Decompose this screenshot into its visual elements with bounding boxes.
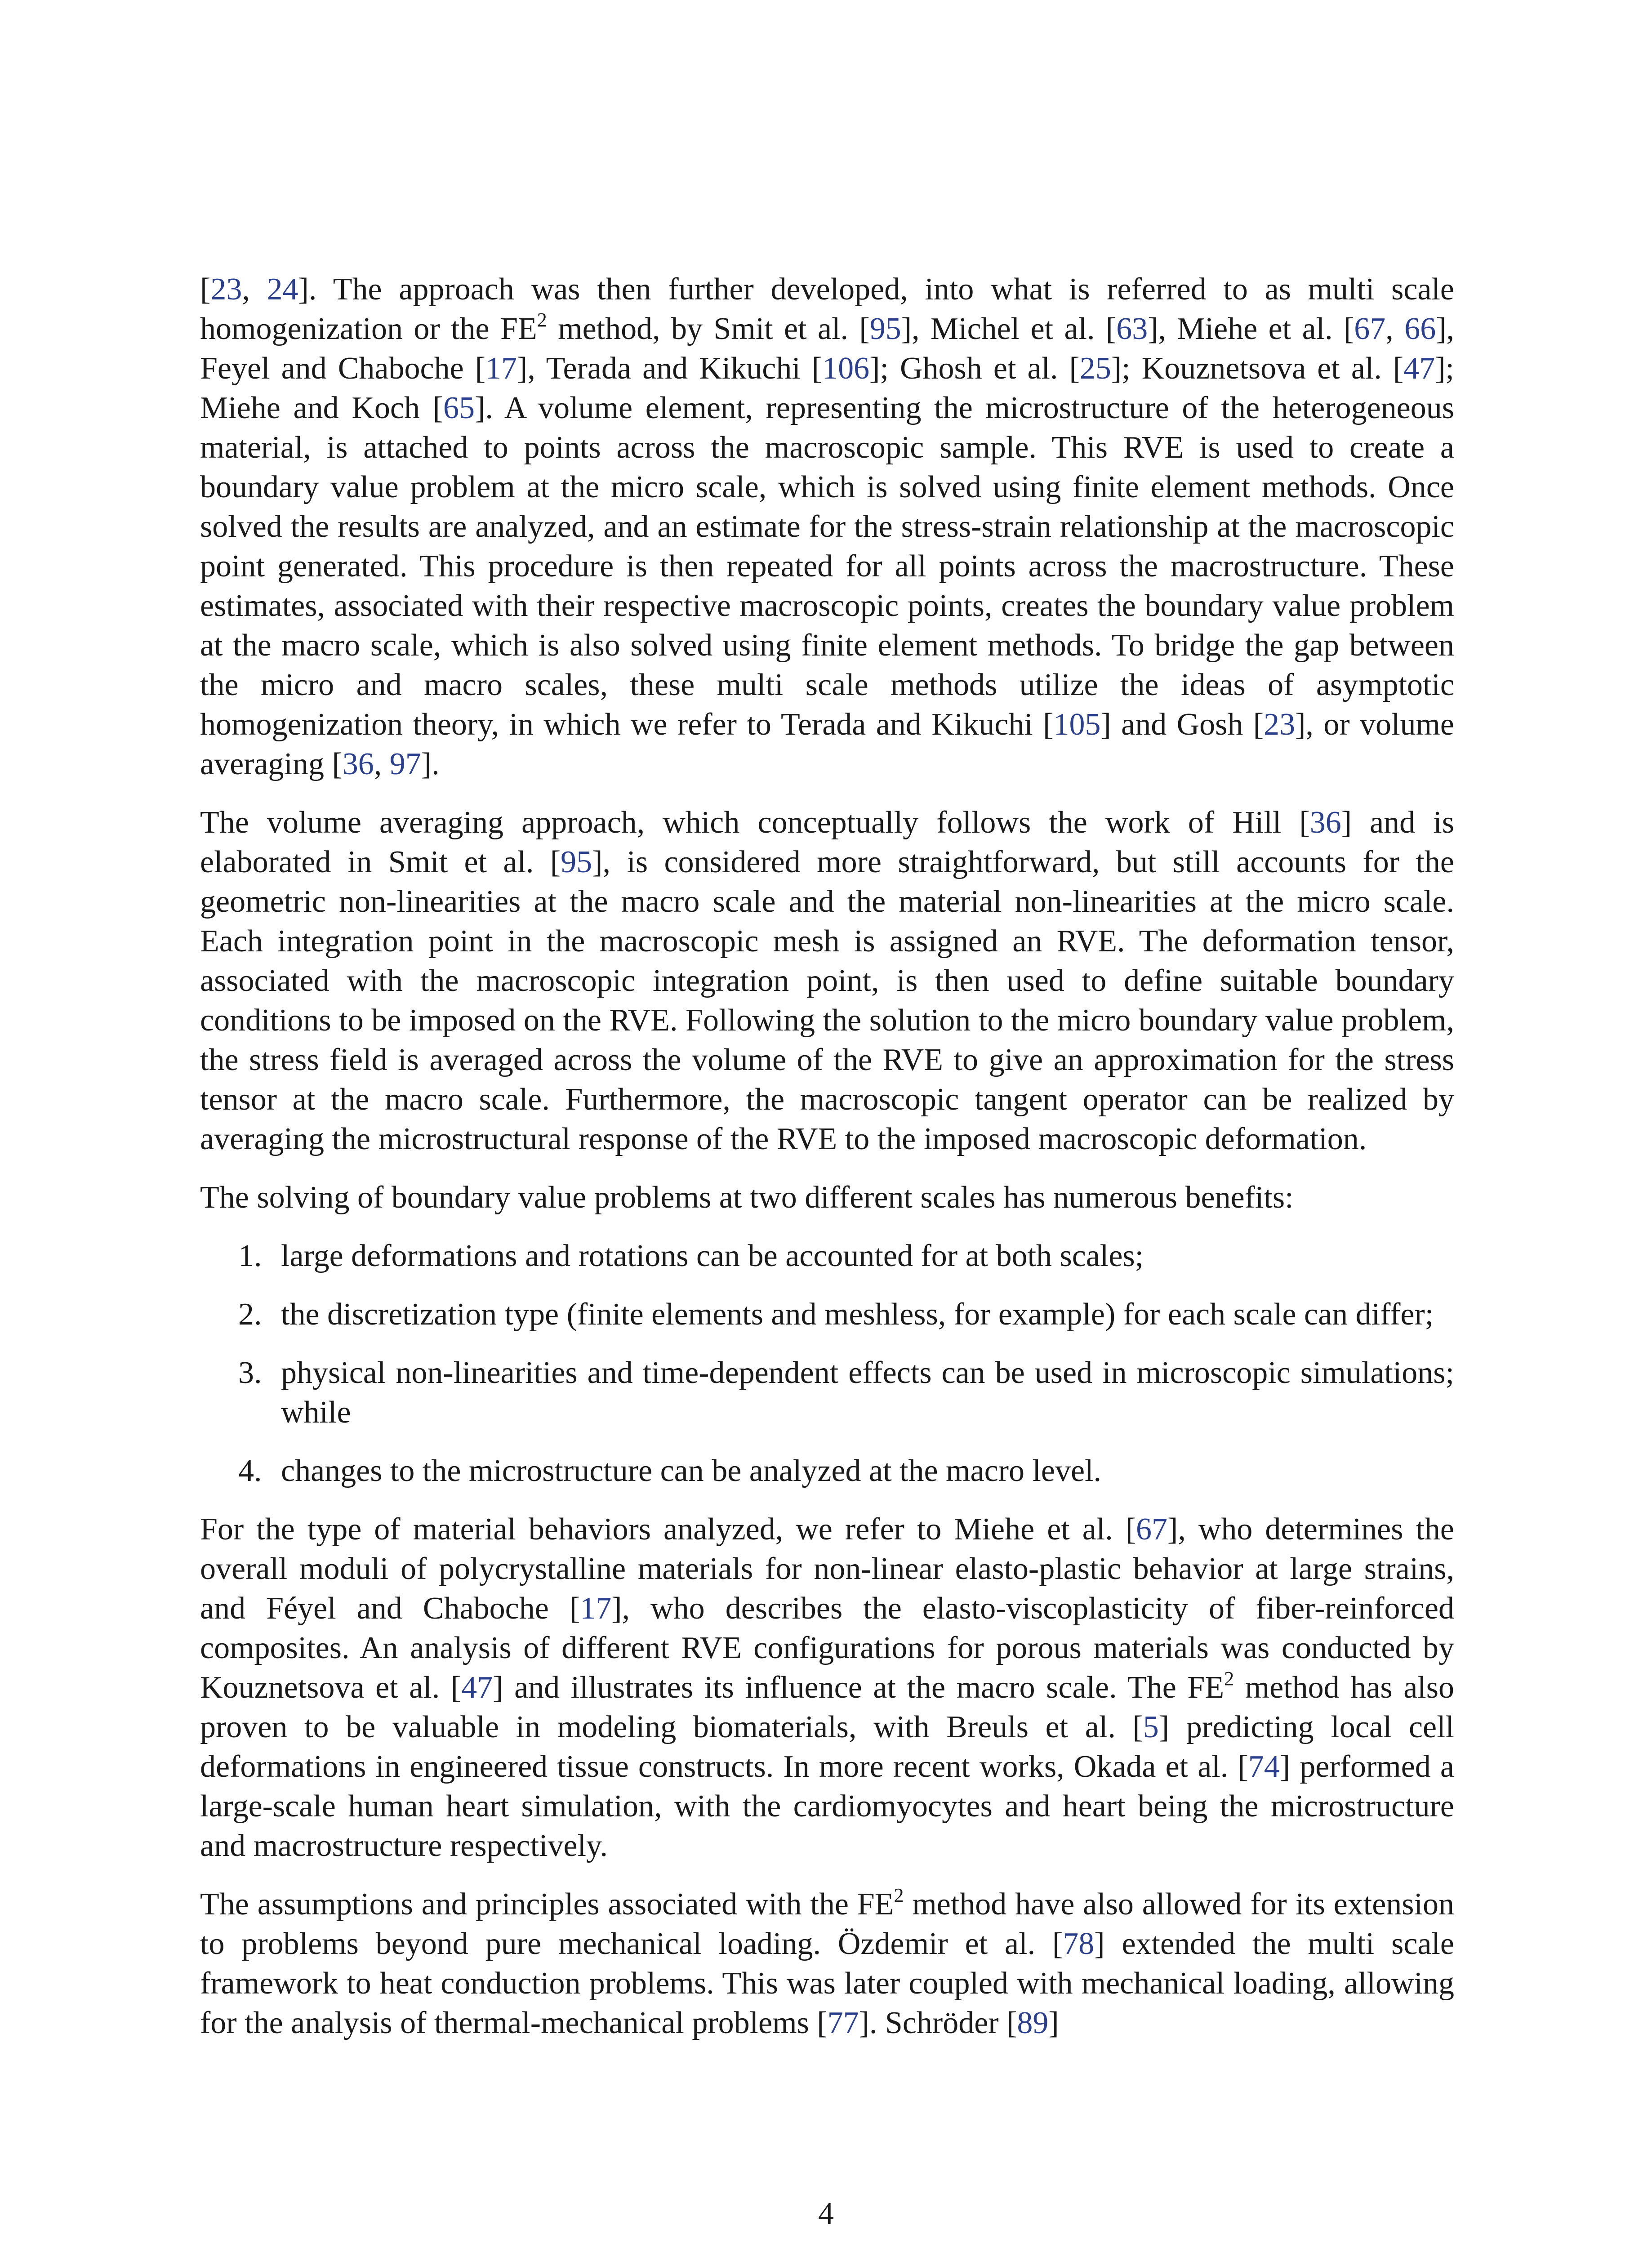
- citation-link[interactable]: 67: [1136, 1512, 1168, 1547]
- superscript: 2: [894, 1884, 904, 1906]
- citation-link[interactable]: 23: [210, 272, 242, 307]
- citation-link[interactable]: 95: [869, 312, 901, 346]
- list-item-number: 4.: [238, 1454, 262, 1488]
- list-item: [200, 1353, 1454, 1432]
- citation-link[interactable]: 89: [1017, 2006, 1049, 2040]
- list-item-number: 2.: [238, 1297, 262, 1332]
- citation-link[interactable]: 105: [1053, 707, 1101, 742]
- citation-link[interactable]: 47: [1403, 351, 1435, 386]
- list-item-text: the discretization type (finite elements and meshless, for example) for each scale can differ;: [281, 1297, 1434, 1332]
- citation-link[interactable]: 66: [1404, 312, 1436, 346]
- list-item: [200, 1295, 1454, 1334]
- citation-link[interactable]: 23: [1264, 707, 1296, 742]
- citation-link[interactable]: 63: [1116, 312, 1148, 346]
- page-number: 4: [818, 2196, 834, 2231]
- citation-link[interactable]: 17: [485, 351, 517, 386]
- list-item: [200, 1451, 1454, 1491]
- superscript: 2: [537, 308, 547, 331]
- list-item-number: 1.: [238, 1239, 262, 1273]
- citation-link[interactable]: 65: [443, 391, 475, 425]
- citation-link[interactable]: 5: [1143, 1710, 1159, 1744]
- list-item-text: changes to the microstructure can be analyzed at the macro level.: [281, 1454, 1101, 1488]
- citation-link[interactable]: 17: [580, 1591, 612, 1626]
- citation-link[interactable]: 36: [342, 747, 374, 781]
- paragraph-3: The solving of boundary value problems at two different scales has numerous benefits:: [200, 1180, 1294, 1215]
- paragraph-1: [23, 24]. The approach was then further developed, into what is referred to as multi scale homogenization or the $FE^2$ method, by Smit et al. [95], Michel et al. [63], Miehe et al. [67, 66], Feyel and Chaboche [17], Terada and Kikuchi [106]; Ghosh et al. [25]; Kouznetsova et al. [47]; Miehe and Koch [65]. A volume element, representing the microstructure of the heterogeneous material, is attached to points across the macroscopic sample. This RVE is used to create a boundary value problem at the micro scale, which is solved using finite element methods. Once solved the results are analyzed, and an estimate for the stress-strain relationship at the macroscopic point generated. This procedure is then repeated for all points across the macrostructure. These estimates, associated with their respective macroscopic points, creates the boundary value problem at the macro scale, which is also solved using finite element methods. To bridge the gap between the micro and macro scales, these multi scale methods utilize the ideas of asymptotic homogenization theory, in which we refer to Terada and Kikuchi [105] and Gosh [23], or volume averaging [36, 97].: [200, 272, 1455, 781]
- paragraph-after-2: The assumptions and principles associated with the $FE^2$ method have also allowed for its extension to problems beyond pure mechanical loading. Özdemir et al. [78] extended the multi scale framework to heat conduction problems. This was later coupled with mechanical loading, allowing for the analysis of thermal-mechanical problems [77]. Schröder [89]: [200, 1884, 1454, 2040]
- citation-link[interactable]: 78: [1063, 1927, 1095, 1961]
- citation-link[interactable]: 97: [389, 747, 421, 781]
- list-item-number: 3.: [238, 1356, 262, 1390]
- citation-link[interactable]: 24: [267, 272, 298, 307]
- superscript: 2: [1224, 1667, 1234, 1690]
- citation-link[interactable]: 25: [1079, 351, 1111, 386]
- page-body: [200, 270, 1454, 2062]
- list-item: [200, 1236, 1454, 1276]
- citation-link[interactable]: 106: [822, 351, 870, 386]
- text-block-before-list: [200, 270, 1454, 1218]
- list-item-text: large deformations and rotations can be accounted for at both scales;: [281, 1239, 1144, 1273]
- citation-link[interactable]: 74: [1248, 1749, 1280, 1784]
- paragraph-after-1: For the type of material behaviors analyzed, we refer to Miehe et al. [67], who determines the overall moduli of polycrystalline materials for non-linear elasto-plastic behavior at large strains, and Féyel and Chaboche [17], who describes the elasto-viscoplasticity of fiber-reinforced composites. An analysis of different RVE configurations for porous materials was conducted by Kouznetsova et al. [47] and illustrates its influence at the macro scale. The $FE^2$ method has also proven to be valuable in modeling biomaterials, with Breuls et al. [5] predicting local cell deformations in engineered tissue constructs. In more recent works, Okada et al. [74] performed a large-scale human heart simulation, with the cardiomyocytes and heart being the microstructure and macrostructure respectively.: [200, 1512, 1455, 1863]
- citation-link[interactable]: 67: [1354, 312, 1386, 346]
- list-item-text: physical non-linearities and time-dependent effects can be used in microscopic simulations; while: [281, 1356, 1454, 1430]
- citation-link[interactable]: 36: [1309, 805, 1341, 840]
- citation-link[interactable]: 77: [827, 2006, 859, 2040]
- paragraph-2: The volume averaging approach, which conceptually follows the work of Hill [36] and is elaborated in Smit et al. [95], is considered more straightforward, but still accounts for the geometric non-linearities at the macro scale and the material non-linearities at the micro scale. Each integration point in the macroscopic mesh is assigned an RVE. The deformation tensor, associated with the macroscopic integration point, is then used to define suitable boundary conditions to be imposed on the RVE. Following the solution to the micro boundary value problem, the stress field is averaged across the volume of the RVE to give an approximation for the stress tensor at the macro scale. Furthermore, the macroscopic tangent operator can be realized by averaging the microstructural response of the RVE to the imposed macroscopic deformation.: [200, 805, 1454, 1156]
- text-block-after-list: [200, 1510, 1454, 2043]
- citation-link[interactable]: 47: [461, 1670, 493, 1705]
- citation-link[interactable]: 95: [561, 845, 592, 879]
- benefits-list: [200, 1236, 1454, 1491]
